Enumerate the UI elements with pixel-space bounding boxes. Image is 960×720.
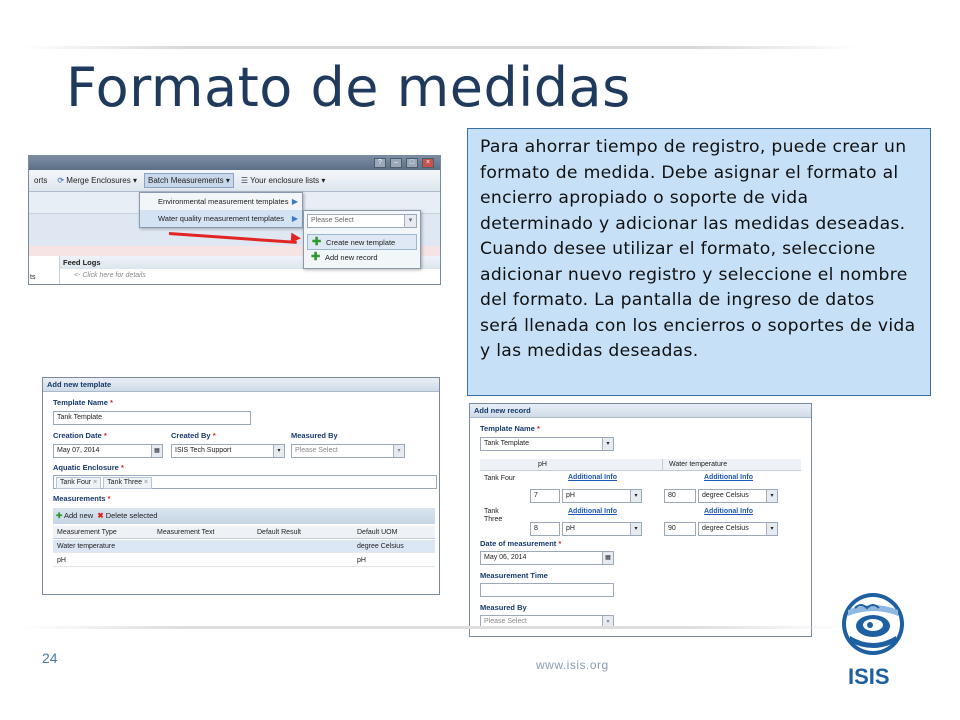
add-new-button[interactable]: ✚ Add new bbox=[56, 511, 94, 520]
chevron-down-icon: ▾ bbox=[766, 490, 777, 502]
page-number: 24 bbox=[42, 650, 58, 666]
plus-icon: ✚ bbox=[56, 511, 63, 520]
feed-logs-hint[interactable]: <- Click here for details bbox=[74, 272, 146, 279]
temp-value-input[interactable]: 80 bbox=[664, 489, 696, 503]
template-name-label: Template Name * bbox=[53, 398, 113, 407]
enclosure-lists-button[interactable]: ☰ Your enclosure lists ▾ bbox=[240, 176, 326, 185]
created-by-label: Created By * bbox=[171, 431, 216, 440]
red-arrowhead bbox=[291, 233, 302, 244]
footer-url: www.isis.org bbox=[536, 658, 609, 672]
chevron-down-icon: ▾ bbox=[273, 445, 284, 457]
enclosure-tag: Tank Three × bbox=[103, 477, 152, 489]
close-icon: × bbox=[144, 479, 149, 486]
measured-by-label: Measured By bbox=[480, 603, 527, 612]
ph-value-input[interactable]: 8 bbox=[530, 522, 560, 536]
additional-info-link[interactable]: Additional Info bbox=[704, 474, 753, 481]
refresh-icon: ⟳ bbox=[57, 176, 65, 185]
row-label: Tank Four bbox=[484, 475, 516, 482]
menu-item-water-quality[interactable]: Water quality measurement templates ▶ bbox=[140, 210, 302, 227]
temp-unit-select[interactable]: degree Celsius ▾ bbox=[698, 489, 778, 503]
column-header[interactable]: Measurement Type bbox=[57, 529, 117, 536]
chevron-down-icon: ▾ bbox=[404, 215, 416, 227]
creation-date-label: Creation Date * bbox=[53, 431, 107, 440]
ph-unit-select[interactable]: pH ▾ bbox=[562, 489, 642, 503]
slide-title: Formato de medidas bbox=[66, 56, 631, 119]
additional-info-link[interactable]: Additional Info bbox=[568, 474, 617, 481]
template-select[interactable]: Please Select ▾ bbox=[307, 214, 417, 228]
form-header: Add new template bbox=[43, 378, 439, 392]
chevron-down-icon: ▾ bbox=[393, 445, 404, 457]
left-column: ts bbox=[29, 256, 59, 284]
feed-logs-header: Feed Logs bbox=[60, 256, 440, 269]
enclosure-tag: Tank Four × bbox=[56, 477, 101, 489]
menu-item-environmental[interactable]: Environmental measurement templates ▶ bbox=[140, 193, 302, 210]
column-header[interactable]: Default UOM bbox=[357, 529, 398, 536]
measurements-label: Measurements * bbox=[53, 494, 111, 503]
additional-info-link[interactable]: Additional Info bbox=[704, 508, 753, 515]
chevron-down-icon: ▾ bbox=[766, 523, 777, 535]
water-quality-submenu bbox=[303, 210, 421, 269]
add-new-record-screenshot bbox=[469, 403, 812, 637]
chevron-down-icon: ▾ bbox=[602, 438, 613, 450]
batch-measurements-menu bbox=[139, 192, 303, 228]
time-label: Measurement Time bbox=[480, 571, 548, 580]
delete-icon: ✖ bbox=[97, 511, 104, 520]
list-icon: ☰ bbox=[240, 176, 249, 185]
date-label: Date of measurement * bbox=[480, 539, 562, 548]
ph-value-input[interactable]: 7 bbox=[530, 489, 560, 503]
chevron-right-icon: ▶ bbox=[291, 214, 298, 223]
create-new-template-item[interactable]: ✚ Create new template bbox=[307, 234, 417, 250]
toolbar bbox=[29, 170, 440, 192]
calendar-icon[interactable]: ▦ bbox=[602, 552, 613, 564]
batch-menu-screenshot bbox=[28, 155, 441, 285]
plus-icon: ✚ bbox=[312, 236, 322, 248]
table-row[interactable]: pH pH bbox=[53, 554, 435, 567]
help-icon[interactable]: ? bbox=[374, 158, 386, 168]
form-header: Add new record bbox=[470, 404, 811, 418]
column-header[interactable]: Measurement Text bbox=[157, 529, 215, 536]
creation-date-input[interactable]: May 07, 2014 ▦ bbox=[53, 444, 163, 458]
reports-button[interactable]: orts bbox=[34, 176, 48, 185]
temp-unit-select[interactable]: degree Celsius ▾ bbox=[698, 522, 778, 536]
red-arrow bbox=[169, 232, 297, 244]
plus-icon: ✚ bbox=[311, 251, 321, 263]
maximize-icon[interactable]: □ bbox=[406, 158, 418, 168]
ph-unit-select[interactable]: pH ▾ bbox=[562, 522, 642, 536]
template-select[interactable]: Tank Template ▾ bbox=[480, 437, 614, 451]
template-name-input[interactable]: Tank Template bbox=[53, 411, 251, 425]
chevron-down-icon: ▾ bbox=[630, 490, 641, 502]
top-divider bbox=[20, 46, 860, 49]
measured-by-select[interactable]: Please Select ▾ bbox=[480, 615, 614, 629]
add-new-record-item[interactable]: ✚ Add new record bbox=[311, 251, 378, 263]
temp-value-input[interactable]: 90 bbox=[664, 522, 696, 536]
row-label: Tank Three bbox=[484, 508, 503, 523]
date-input[interactable]: May 06, 2014 ▦ bbox=[480, 551, 614, 565]
minimize-icon[interactable]: – bbox=[390, 158, 402, 168]
measured-by-label: Measured By bbox=[291, 431, 338, 440]
measurements-toolbar bbox=[53, 508, 435, 524]
additional-info-link[interactable]: Additional Info bbox=[568, 508, 617, 515]
bottom-divider bbox=[20, 626, 850, 629]
chevron-right-icon: ▶ bbox=[291, 197, 298, 206]
chevron-down-icon: ▾ bbox=[630, 523, 641, 535]
explanation-callout: Para ahorrar tiempo de registro, puede crear un formato de medida. Debe asignar el formato al encierro apropiado o soporte de vida determinado y adicionar las medidas deseadas. Cuando desee utilizar el formato, seleccione adicionar nuevo registro y seleccione el nombre del formato. La pantalla de ingreso de datos será llenada con los encierros o soportes de vida y las medidas deseadas. bbox=[467, 128, 931, 396]
delete-selected-button[interactable]: ✖ Delete selected bbox=[97, 511, 158, 520]
column-header[interactable]: Default Result bbox=[257, 529, 301, 536]
created-by-select[interactable]: ISIS Tech Support ▾ bbox=[171, 444, 285, 458]
logo-text: ISIS bbox=[848, 664, 890, 689]
chevron-down-icon: ▾ bbox=[602, 616, 613, 628]
values-table-header: pH Water temperature bbox=[480, 459, 801, 471]
merge-enclosures-button[interactable]: ⟳ Merge Enclosures ▾ bbox=[57, 176, 138, 185]
calendar-icon[interactable]: ▦ bbox=[151, 445, 162, 457]
template-name-label: Template Name * bbox=[480, 424, 540, 433]
time-input[interactable] bbox=[480, 583, 614, 597]
measured-by-select[interactable]: Please Select ▾ bbox=[291, 444, 405, 458]
add-new-template-screenshot bbox=[42, 377, 440, 595]
aquatic-enclosure-label: Aquatic Enclosure * bbox=[53, 463, 124, 472]
window-titlebar bbox=[29, 156, 440, 170]
aquatic-enclosure-tags[interactable] bbox=[53, 475, 437, 489]
measurements-grid-header bbox=[53, 526, 435, 539]
close-icon: × bbox=[93, 479, 98, 486]
close-icon[interactable]: × bbox=[422, 158, 434, 168]
batch-measurements-button[interactable]: Batch Measurements ▾ bbox=[144, 173, 234, 188]
table-row[interactable]: Water temperature degree Celsius bbox=[53, 540, 435, 553]
